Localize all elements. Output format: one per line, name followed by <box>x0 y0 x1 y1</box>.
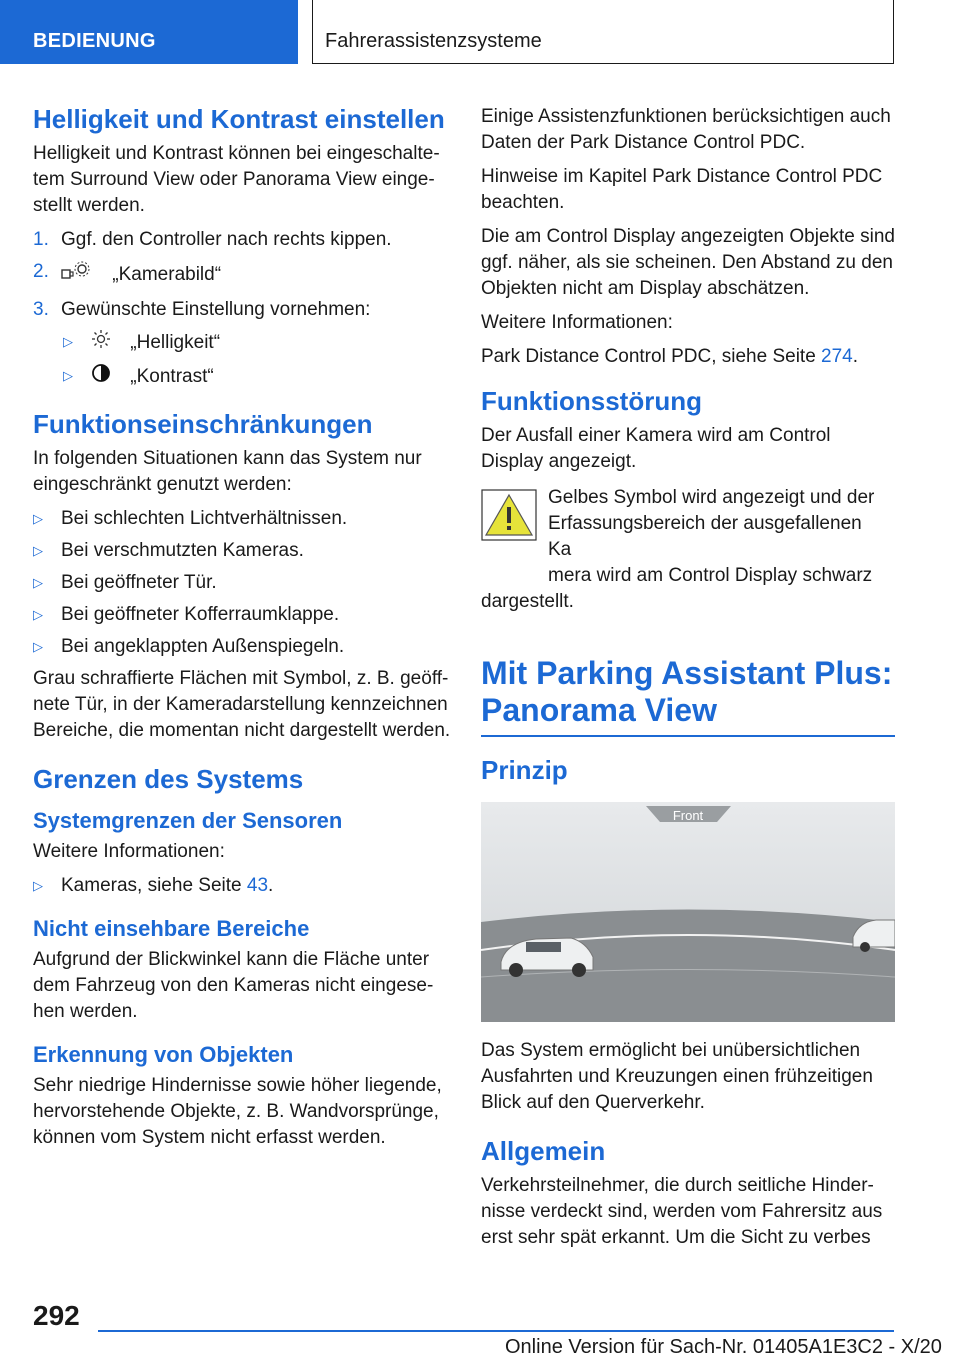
section-tab <box>0 0 298 64</box>
page-number: 292 <box>33 1300 80 1331</box>
triangle-bullet-icon: ▷ <box>63 368 73 383</box>
heading-panorama-view: Mit Parking Assistant Plus: Panorama View <box>481 655 893 728</box>
step-number: 3. <box>33 299 49 320</box>
right-column <box>481 104 895 1259</box>
paragraph-display-objects: Die am Control Display angezeigten Objekte sind ggf. näher, als sie scheinen. Den Abstand zu den Objekten nicht am Display abschätzen. <box>481 226 895 299</box>
triangle-bullet-icon: ▷ <box>33 511 43 526</box>
step-text: Ggf. den Controller nach rechts kippen. <box>61 229 392 250</box>
heading-system-limits: Grenzen des Systems <box>33 764 304 794</box>
section-divider <box>481 735 895 737</box>
paragraph-invisible-areas: Aufgrund der Blickwinkel kann die Fläche unter dem Fahrzeug von den Kameras nicht eingesehen werden. <box>33 949 434 1022</box>
triangle-bullet-icon: ▷ <box>63 334 73 349</box>
triangle-bullet-icon: ▷ <box>33 543 43 558</box>
reference-text: Park Distance Control PDC, siehe Seite <box>481 346 822 367</box>
warning-line: mera wird am Control Display schwarz <box>548 565 873 586</box>
footer-divider <box>98 1330 894 1332</box>
punctuation: . <box>268 875 274 896</box>
triangle-bullet-icon: ▷ <box>33 639 43 654</box>
list-item <box>33 570 451 596</box>
heading-brightness: Helligkeit und Kontrast einstellen <box>33 104 445 134</box>
paragraph-pdc-data: Einige Assistenzfunktionen berücksichtigen auch Daten der Park Distance Control PDC. <box>481 106 891 153</box>
page-link-274[interactable]: 274 <box>821 346 853 367</box>
paragraph-malfunction: Der Ausfall einer Kamera wird am Control Display angezeigt. <box>481 425 831 472</box>
triangle-bullet-icon: ▷ <box>33 607 43 622</box>
warning-line: dargestellt. <box>481 591 574 612</box>
heading-invisible-areas: Nicht einsehbare Bereiche <box>33 916 310 941</box>
brightness-icon <box>91 329 111 357</box>
heading-general: Allgemein <box>481 1135 606 1166</box>
heading-sensor-limits: Systemgrenzen der Sensoren <box>33 808 343 833</box>
paragraph-limits: In folgenden Situationen kann das System nur eingeschränkt genutzt werden: <box>33 448 422 495</box>
heading-principle: Prinzip <box>481 754 568 785</box>
list-item-text: Bei geöffneter Kofferraumklappe. <box>61 604 340 625</box>
list-item-text: Bei geöffneter Tür. <box>61 572 217 593</box>
warning-line: Gelbes Symbol wird angezeigt und der <box>548 487 875 508</box>
step-text: Gewünschte Einstellung vornehmen: <box>61 299 371 320</box>
paragraph-more-info: Weitere Informationen: <box>33 841 225 862</box>
step-2 <box>33 259 451 291</box>
paragraph-brightness: Helligkeit und Kontrast können bei eingeschaltetem Surround View oder Panorama View eingestellt werden. <box>33 143 440 216</box>
heading-limits: Funktionseinschränkungen <box>33 409 373 439</box>
substep-text: „Kontrast“ <box>130 366 214 388</box>
step-3 <box>33 297 451 323</box>
step-number: 2. <box>33 261 49 282</box>
camera-settings-icon <box>61 259 93 291</box>
punctuation: . <box>852 346 859 367</box>
paragraph-pdc-reference <box>481 344 895 370</box>
triangle-bullet-icon: ▷ <box>33 575 43 590</box>
substep-contrast <box>33 363 451 391</box>
paragraph-general: Verkehrsteilnehmer, die durch seitliche Hindernisse verdeckt sind, werden vom Fahrersitz aus erst sehr spät erkannt. Um die Sicht zu verbes <box>481 1174 883 1248</box>
paragraph-pdc-hints: Hinweise im Kapitel Park Distance Control PDC beachten. <box>481 166 883 213</box>
warning-block <box>481 485 895 615</box>
warning-line: Erfassungsbereich der ausgefallenen Ka <box>548 513 862 560</box>
step-text: „Kamerabild“ <box>112 264 222 286</box>
list-item-text: Kameras, siehe Seite <box>61 875 247 896</box>
list-item <box>33 873 451 899</box>
page-link-43[interactable]: 43 <box>246 875 269 896</box>
list-item-text: Bei schlechten Lichtverhältnissen. <box>61 508 348 529</box>
step-number: 1. <box>33 229 49 250</box>
chapter-title: Fahrerassistenzsysteme <box>325 30 542 52</box>
contrast-icon <box>91 363 111 391</box>
list-item <box>33 506 451 532</box>
substep-brightness <box>33 329 451 357</box>
substep-text: „Helligkeit“ <box>130 332 221 354</box>
list-item-text: Bei verschmutzten Kameras. <box>61 540 304 561</box>
warning-triangle-icon <box>481 489 537 549</box>
list-item-text: Bei angeklappten Außenspiegeln. <box>61 636 345 657</box>
paragraph-hatched: Grau schraffierte Flächen mit Symbol, z. B. geöffnete Tür, in der Kameradarstellung kennzeichnen Bereiche, die momentan nicht dargestellt werden. <box>33 668 451 741</box>
triangle-bullet-icon: ▷ <box>33 878 43 893</box>
paragraph-principle: Das System ermöglicht bei unübersichtlichen Ausfahrten und Kreuzungen einen frühzeitigen Blick auf den Querverkehr. <box>481 1039 873 1113</box>
image-label-front: Front <box>672 807 704 823</box>
step-1 <box>33 227 451 253</box>
left-column <box>33 104 451 1159</box>
list-item <box>33 538 451 564</box>
section-title: BEDIENUNG <box>33 30 156 52</box>
footer-version: Online Version für Sach-Nr. 01405A1E3C2 - X/20 <box>505 1336 942 1358</box>
heading-object-detection: Erkennung von Objekten <box>33 1042 294 1067</box>
list-item <box>33 634 451 660</box>
panorama-camera-image <box>481 802 895 1022</box>
heading-malfunction: Funktionsstörung <box>481 386 702 416</box>
chapter-header <box>312 0 894 64</box>
paragraph-object-detection: Sehr niedrige Hindernisse sowie höher liegende, hervorstehende Objekte, z. B. Wandvorsprünge, können vom System nicht erfasst werden. <box>33 1075 442 1148</box>
list-item <box>33 602 451 628</box>
paragraph-more-info: Weitere Informationen: <box>481 312 673 333</box>
